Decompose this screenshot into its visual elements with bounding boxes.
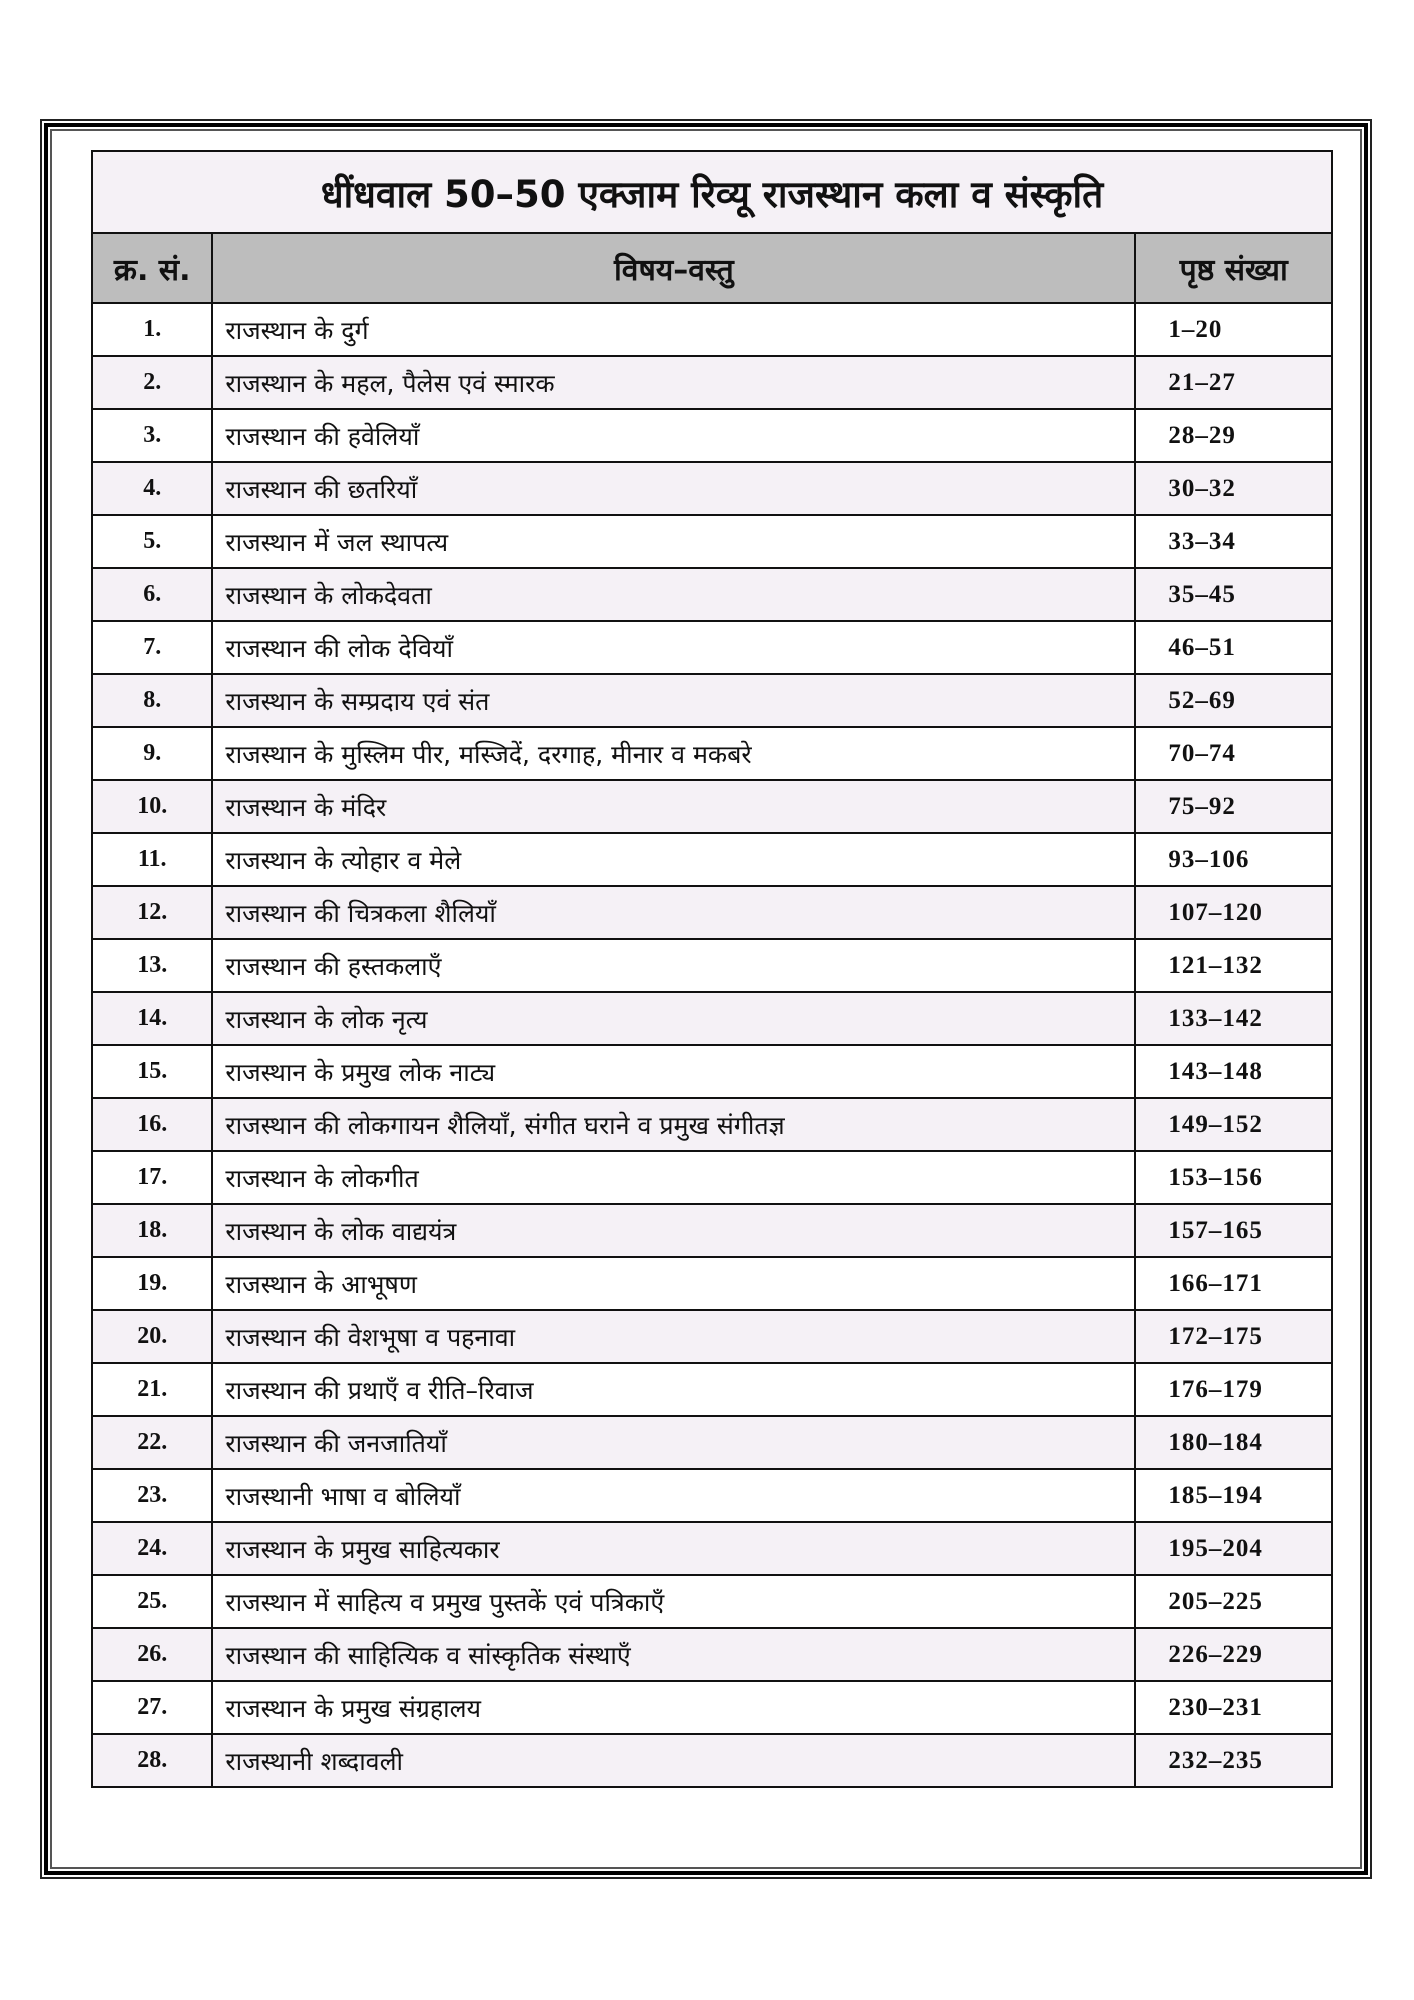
page-range-cell: 107–120 bbox=[1135, 886, 1332, 939]
serial-number-cell: 10. bbox=[92, 780, 212, 833]
page-range-cell: 143–148 bbox=[1135, 1045, 1332, 1098]
serial-number-cell: 16. bbox=[92, 1098, 212, 1151]
table-row bbox=[92, 727, 1332, 780]
serial-number-cell: 2. bbox=[92, 356, 212, 409]
column-header-serial: क्र. सं. bbox=[92, 233, 212, 303]
topic-cell: राजस्थान के दुर्ग bbox=[212, 303, 1135, 356]
topic-cell: राजस्थानी भाषा व बोलियाँ bbox=[212, 1469, 1135, 1522]
table-row bbox=[92, 1151, 1332, 1204]
topic-cell: राजस्थान की हस्तकलाएँ bbox=[212, 939, 1135, 992]
serial-number-cell: 27. bbox=[92, 1681, 212, 1734]
table-row bbox=[92, 1045, 1332, 1098]
serial-number-cell: 22. bbox=[92, 1416, 212, 1469]
serial-number-cell: 19. bbox=[92, 1257, 212, 1310]
serial-number-cell: 7. bbox=[92, 621, 212, 674]
topic-cell: राजस्थान के प्रमुख साहित्यकार bbox=[212, 1522, 1135, 1575]
serial-number-cell: 18. bbox=[92, 1204, 212, 1257]
table-row bbox=[92, 780, 1332, 833]
table-row bbox=[92, 1257, 1332, 1310]
serial-number-cell: 20. bbox=[92, 1310, 212, 1363]
table-row bbox=[92, 515, 1332, 568]
page-range-cell: 133–142 bbox=[1135, 992, 1332, 1045]
table-row bbox=[92, 1522, 1332, 1575]
serial-number-cell: 9. bbox=[92, 727, 212, 780]
topic-cell: राजस्थान की प्रथाएँ व रीति–रिवाज bbox=[212, 1363, 1135, 1416]
serial-number-cell: 14. bbox=[92, 992, 212, 1045]
page-range-cell: 28–29 bbox=[1135, 409, 1332, 462]
serial-number-cell: 4. bbox=[92, 462, 212, 515]
table-row bbox=[92, 356, 1332, 409]
topic-cell: राजस्थान के महल, पैलेस एवं स्मारक bbox=[212, 356, 1135, 409]
serial-number-cell: 25. bbox=[92, 1575, 212, 1628]
page-range-cell: 21–27 bbox=[1135, 356, 1332, 409]
table-row bbox=[92, 886, 1332, 939]
serial-number-cell: 28. bbox=[92, 1734, 212, 1787]
page-range-cell: 52–69 bbox=[1135, 674, 1332, 727]
column-header-pages: पृष्ठ संख्या bbox=[1135, 233, 1332, 303]
page-range-cell: 232–235 bbox=[1135, 1734, 1332, 1787]
column-header-row bbox=[92, 233, 1332, 303]
topic-cell: राजस्थान में जल स्थापत्य bbox=[212, 515, 1135, 568]
topic-cell: राजस्थान के सम्प्रदाय एवं संत bbox=[212, 674, 1135, 727]
serial-number-cell: 21. bbox=[92, 1363, 212, 1416]
table-row bbox=[92, 568, 1332, 621]
topic-cell: राजस्थान में साहित्य व प्रमुख पुस्तकें एवं पत्रिकाएँ bbox=[212, 1575, 1135, 1628]
topic-cell: राजस्थान के लोक नृत्य bbox=[212, 992, 1135, 1045]
page-range-cell: 1–20 bbox=[1135, 303, 1332, 356]
page-range-cell: 157–165 bbox=[1135, 1204, 1332, 1257]
serial-number-cell: 17. bbox=[92, 1151, 212, 1204]
page-range-cell: 30–32 bbox=[1135, 462, 1332, 515]
serial-number-cell: 3. bbox=[92, 409, 212, 462]
page-range-cell: 166–171 bbox=[1135, 1257, 1332, 1310]
page-range-cell: 149–152 bbox=[1135, 1098, 1332, 1151]
serial-number-cell: 5. bbox=[92, 515, 212, 568]
topic-cell: राजस्थान के लोक वाद्ययंत्र bbox=[212, 1204, 1135, 1257]
table-row bbox=[92, 1575, 1332, 1628]
topic-cell: राजस्थान की जनजातियाँ bbox=[212, 1416, 1135, 1469]
topic-cell: राजस्थान की छतरियाँ bbox=[212, 462, 1135, 515]
topic-cell: राजस्थान के लोकगीत bbox=[212, 1151, 1135, 1204]
serial-number-cell: 23. bbox=[92, 1469, 212, 1522]
serial-number-cell: 15. bbox=[92, 1045, 212, 1098]
table-row bbox=[92, 1628, 1332, 1681]
page-range-cell: 226–229 bbox=[1135, 1628, 1332, 1681]
topic-cell: राजस्थानी शब्दावली bbox=[212, 1734, 1135, 1787]
page-range-cell: 195–204 bbox=[1135, 1522, 1332, 1575]
topic-cell: राजस्थान की साहित्यिक व सांस्कृतिक संस्थाएँ bbox=[212, 1628, 1135, 1681]
topic-cell: राजस्थान के प्रमुख संग्रहालय bbox=[212, 1681, 1135, 1734]
serial-number-cell: 1. bbox=[92, 303, 212, 356]
topic-cell: राजस्थान के त्योहार व मेले bbox=[212, 833, 1135, 886]
table-row bbox=[92, 462, 1332, 515]
topic-cell: राजस्थान के प्रमुख लोक नाट्य bbox=[212, 1045, 1135, 1098]
topic-cell: राजस्थान की लोक देवियाँ bbox=[212, 621, 1135, 674]
serial-number-cell: 26. bbox=[92, 1628, 212, 1681]
serial-number-cell: 24. bbox=[92, 1522, 212, 1575]
table-row bbox=[92, 303, 1332, 356]
serial-number-cell: 12. bbox=[92, 886, 212, 939]
serial-number-cell: 13. bbox=[92, 939, 212, 992]
page-range-cell: 33–34 bbox=[1135, 515, 1332, 568]
topic-cell: राजस्थान की वेशभूषा व पहनावा bbox=[212, 1310, 1135, 1363]
page-range-cell: 35–45 bbox=[1135, 568, 1332, 621]
table-row bbox=[92, 1310, 1332, 1363]
table-of-contents bbox=[91, 150, 1333, 1788]
page-range-cell: 70–74 bbox=[1135, 727, 1332, 780]
column-header-topic: विषय–वस्तु bbox=[212, 233, 1135, 303]
topic-cell: राजस्थान के लोकदेवता bbox=[212, 568, 1135, 621]
topic-cell: राजस्थान के मुस्लिम पीर, मस्जिदें, दरगाह, मीनार व मकबरे bbox=[212, 727, 1135, 780]
document-title: धींधवाल 50–50 एक्जाम रिव्यू राजस्थान कला व संस्कृति bbox=[92, 151, 1332, 233]
page-range-cell: 93–106 bbox=[1135, 833, 1332, 886]
table-row bbox=[92, 674, 1332, 727]
table-row bbox=[92, 621, 1332, 674]
topic-cell: राजस्थान की हवेलियाँ bbox=[212, 409, 1135, 462]
table-row bbox=[92, 1469, 1332, 1522]
page-range-cell: 153–156 bbox=[1135, 1151, 1332, 1204]
table-row bbox=[92, 1681, 1332, 1734]
serial-number-cell: 6. bbox=[92, 568, 212, 621]
page-range-cell: 121–132 bbox=[1135, 939, 1332, 992]
topic-cell: राजस्थान के आभूषण bbox=[212, 1257, 1135, 1310]
topic-cell: राजस्थान की चित्रकला शैलियाँ bbox=[212, 886, 1135, 939]
toc-body bbox=[92, 303, 1332, 1787]
table-row bbox=[92, 1363, 1332, 1416]
page-range-cell: 205–225 bbox=[1135, 1575, 1332, 1628]
table-row bbox=[92, 992, 1332, 1045]
table-row bbox=[92, 409, 1332, 462]
table-row bbox=[92, 833, 1332, 886]
serial-number-cell: 8. bbox=[92, 674, 212, 727]
page-range-cell: 75–92 bbox=[1135, 780, 1332, 833]
table-row bbox=[92, 1416, 1332, 1469]
topic-cell: राजस्थान की लोकगायन शैलियाँ, संगीत घराने व प्रमुख संगीतज्ञ bbox=[212, 1098, 1135, 1151]
page-range-cell: 185–194 bbox=[1135, 1469, 1332, 1522]
topic-cell: राजस्थान के मंदिर bbox=[212, 780, 1135, 833]
serial-number-cell: 11. bbox=[92, 833, 212, 886]
page-range-cell: 46–51 bbox=[1135, 621, 1332, 674]
table-row bbox=[92, 1098, 1332, 1151]
table-row bbox=[92, 1734, 1332, 1787]
page-range-cell: 172–175 bbox=[1135, 1310, 1332, 1363]
page-range-cell: 230–231 bbox=[1135, 1681, 1332, 1734]
page-range-cell: 176–179 bbox=[1135, 1363, 1332, 1416]
page-range-cell: 180–184 bbox=[1135, 1416, 1332, 1469]
table-row bbox=[92, 1204, 1332, 1257]
table-row bbox=[92, 939, 1332, 992]
